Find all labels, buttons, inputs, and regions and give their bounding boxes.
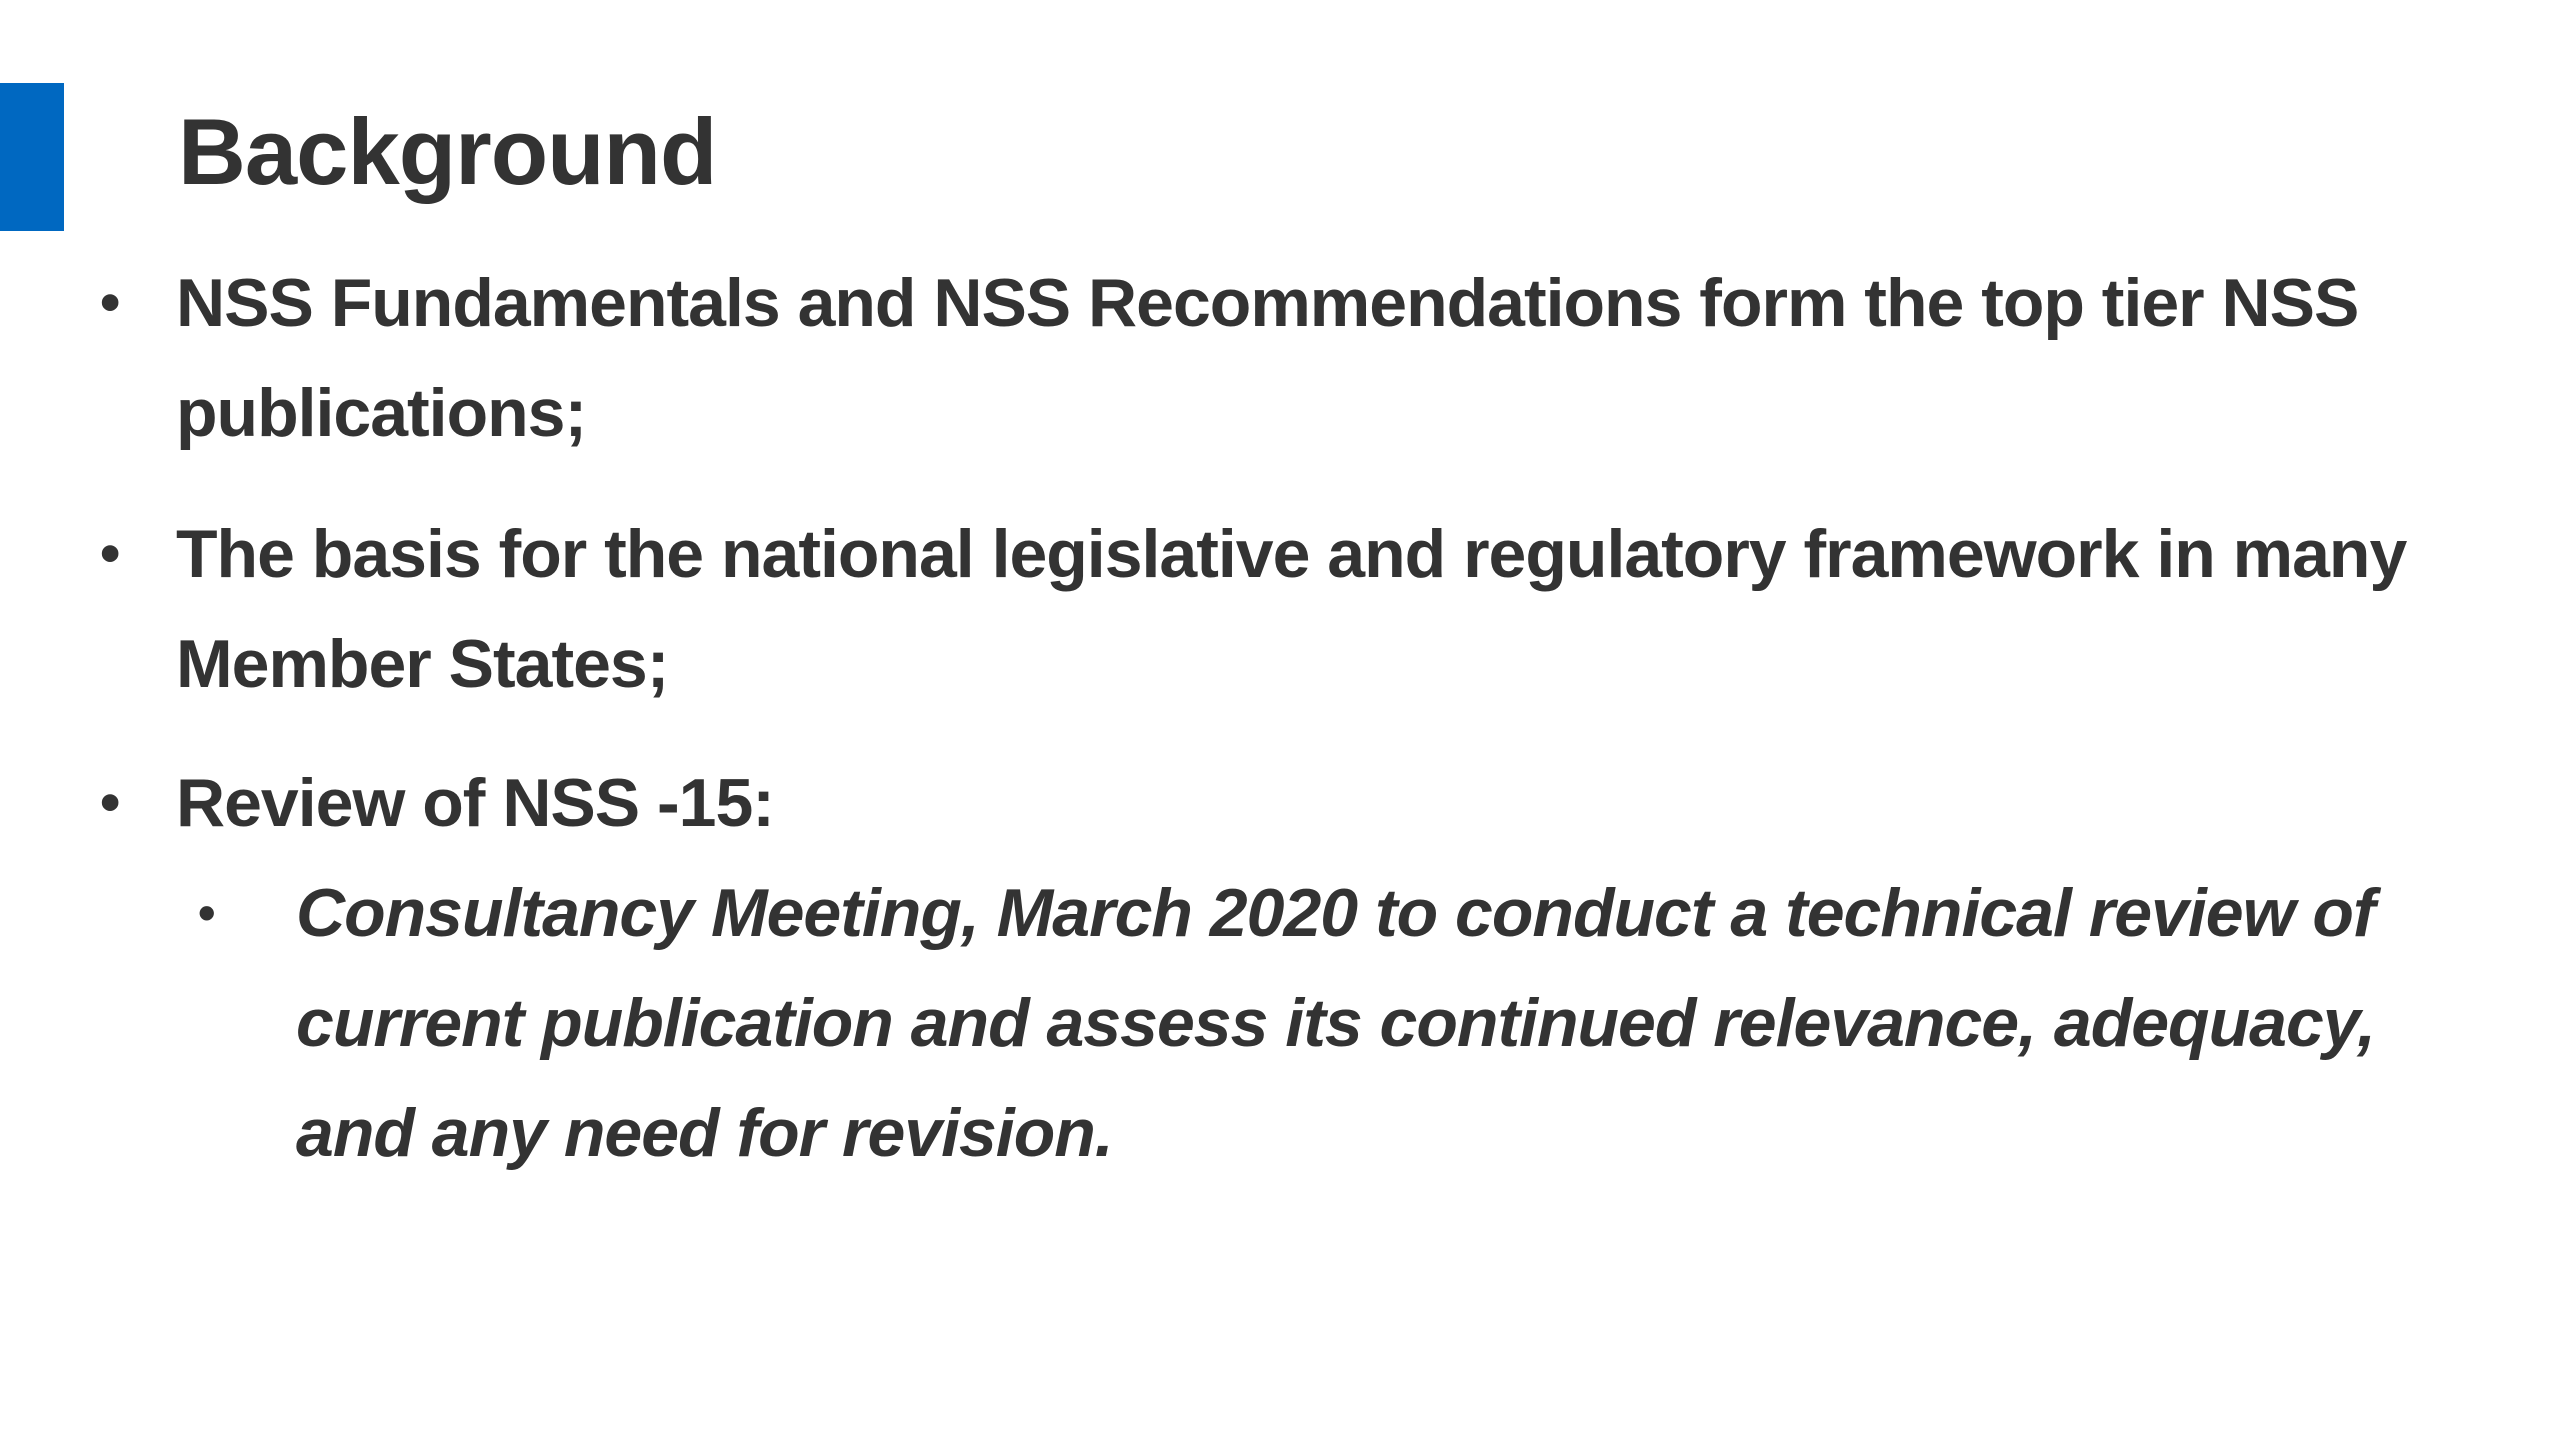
bullet-dot-icon: • — [100, 521, 121, 586]
bullet-text: The basis for the national legislative and regulatory framework in many Member States; — [176, 516, 2407, 702]
bullet-text: Review of NSS -15: — [176, 765, 774, 841]
title-accent-bar — [0, 83, 64, 231]
slide-title: Background — [178, 99, 717, 204]
sub-bullet-text: Consultancy Meeting, March 2020 to conduct a technical review of current publication and assess its continued relevance, adequacy, and any need for revision. — [296, 875, 2375, 1171]
bullet-text: NSS Fundamentals and NSS Recommendations form the top tier NSS publications; — [176, 265, 2359, 451]
sub-bullet-dot-icon: • — [198, 885, 216, 941]
bullet-dot-icon: • — [100, 270, 121, 335]
bullet-dot-icon: • — [100, 770, 121, 835]
